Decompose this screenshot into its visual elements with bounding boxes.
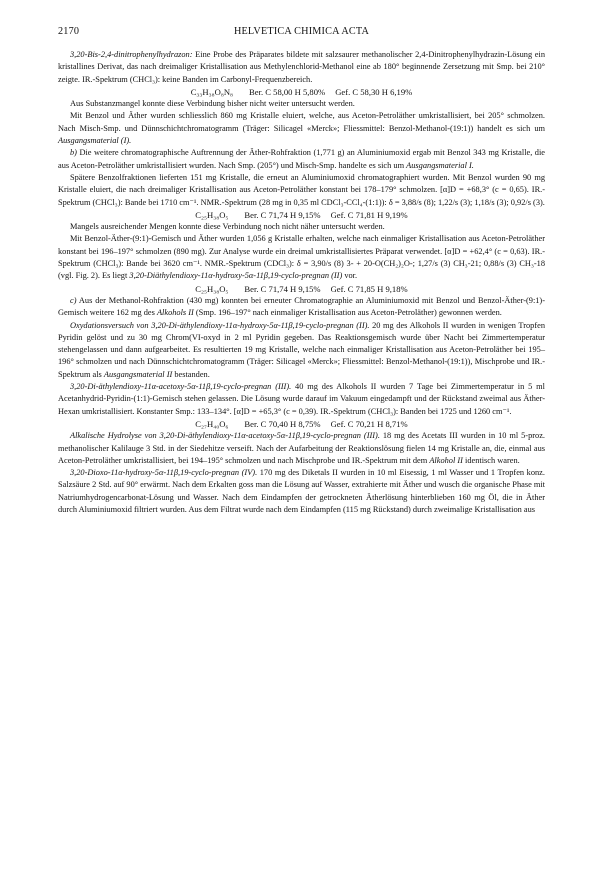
text: bestanden. xyxy=(172,369,210,379)
italic-text: Alkalische Hydrolyse von 3,20-Di-äthylendioxy-11α-acetoxy-5α-11β,19-cyclo-pregnan (III). xyxy=(70,431,380,441)
formula: C₃₃H₃₈O₈N₈ xyxy=(190,86,234,97)
formula: C₂₅H₃₈O₅ xyxy=(195,209,229,220)
italic-text: Alkohol II xyxy=(429,455,463,465)
paragraph xyxy=(58,233,545,282)
calculated-values: Ber. C 71,74 H 9,15% xyxy=(244,209,321,220)
text: Eine Probe des Präparates bildete mit salzsaurer methanolischer 2,4-Dinitrophenylhydrazin-Lösung ein kristallines Derivat, das nach dreimaliger Kristallisation aus Methylenchlorid-Methanol eine ab 180° beginnende Zersetzung mit Smp. bei 210° zeigte. IR.-Spektrum (CHCl₃): keine Banden im Carbonyl-Frequenzbereich. xyxy=(58,50,545,84)
text: Mit Benzol-Äther-(9:1)-Gemisch und Äther wurden 1,056 g Kristalle erhalten, welche nach einmaliger Kristallisation aus Aceton-Petroläther konstant bei 196–197° schmolzen (890 mg). Zur Analyse wurde ein dreimal umkristallisiertes Präparat verwendet. [α]D = +62,4° (c = 0,63). IR.-Spektrum (CHCl₃): Bande bei 3620 cm⁻¹. NMR.-Spektrum (CDCl₃): δ = 3,90/s (8) 3- + 20-O(CH₂)₂O-; 1,27/s (3) CH₃-21; 0,88/s (3) CH₃-18 (vgl. Fig. 2). Es liegt xyxy=(58,234,545,281)
italic-text: 3,20-Diäthylendioxy-11α-hydroxy-5α-11β,19-cyclo-pregnan (II) xyxy=(129,271,343,281)
text: 20 mg des Alkohols II wurden in wenigen Tropfen Pyridin gelöst und zu 30 mg Chrom(VI-oxyd in 2 ml Pyridin gegeben. Das Reaktionsgemisch wurde über Nacht bei Zimmertemperatur stehengelassen und dann aufgearbeitet. Es resultierten 19 mg Kristalle, welche nach einmaliger Kristallisation aus Aceton-Petroläther bei 195–196° schmolzen und nach Dünnschichtchromatogramm (Träger: Silicagel «Merck»; Fliessmittel: Benzol-Methanol-(19:1)), Mischprobe und IR.-Spektrum als xyxy=(58,320,545,379)
text: Die weitere chromatographische Auftrennung der Äther-Rohfraktion (1,771 g) an Aluminiumoxid ergab mit Benzol 343 mg Kristalle, die aus Aceton-Petroläther umkristallisiert wurden. Nach Smp. (205°) und Misch-Smp. handelte es sich um xyxy=(58,148,545,170)
text: identisch waren. xyxy=(462,455,520,465)
italic-text: Alkohols II xyxy=(156,308,194,318)
paragraph xyxy=(58,430,545,467)
paragraph xyxy=(58,295,545,320)
paragraph xyxy=(58,49,545,86)
formula: C₂₇H₄₀O₆ xyxy=(195,418,229,429)
text: Aus Substanzmangel konnte diese Verbindung bisher nicht weiter untersucht werden. xyxy=(70,99,355,109)
analysis-formula-line xyxy=(58,283,545,295)
italic-text: b) xyxy=(70,148,77,158)
found-values: Gef. C 71,81 H 9,19% xyxy=(330,209,408,220)
paragraph xyxy=(58,381,545,418)
paragraph xyxy=(58,467,545,516)
journal-title: HELVETICA CHIMICA ACTA xyxy=(233,26,370,37)
analysis-formula-line xyxy=(58,86,545,98)
paragraph xyxy=(58,172,545,209)
text: Aus der Methanol-Rohfraktion (430 mg) konnten bei erneuter Chromatographie an Aluminiumoxid mit Benzol und Benzol-Äther-(9:1)-Gemisch weitere 162 mg des xyxy=(58,295,545,318)
italic-text: 3,20-Dioxo-11α-hydroxy-5α-11β,19-cyclo-pregnan (IV). xyxy=(70,468,258,478)
document-page xyxy=(58,26,545,516)
italic-text: Ausgangsmaterial I. xyxy=(406,160,474,170)
text: 170 mg des Diketals II wurden in 10 ml Eisessig, 1 ml Wasser und 1 Tropfen konz. Salzsäure 2 Std. auf 90° erwärmt. Nach dem Erkalten goss man die Lösung auf Wasser, extrahierte mit Äther und wusch die organische Phase mit Natriumhydrogencarbonat-Lösung und Wasser. Nach dem Eindampfen der getrockneten Ätherlösung hinterblieben 160 mg Öl, die in Äther durch Aluminiumoxid filtriert wurden. Aus dem Filtrat wurde nach dem Eindampfen (115 mg Rückstand) durch zweimalige Kristallisation aus xyxy=(58,468,545,514)
text: Mit Benzol und Äther wurden schliesslich 860 mg Kristalle eluiert, welche, aus Aceton-Petroläther umkristallisiert, bei 205° schmolzen. Nach Misch-Smp. und Dünnschichtchromatogramm (Träger: Silicagel «Merck»; Fliessmittel: Benzol-Methanol-(19:1)) handelt es sich um xyxy=(58,111,545,133)
formula: C₂₅H₃₈O₅ xyxy=(195,283,229,294)
page-header xyxy=(58,26,545,40)
text: Mangels ausreichender Mengen konnte diese Verbindung noch nicht näher untersucht werden. xyxy=(70,222,385,232)
text: 18 mg des Acetats III wurden in 10 ml 5-proz. methanolischer Kalilauge 3 Std. in der Siedehitze verseift. Nach der Aufarbeitung der Reaktionslösung fielen 14 mg Kristalle an, die, einmal aus Aceton-Petroläther umkristallisiert, bei 194–195° schmolzen und nach Mischprobe und IR.-Spektrum mit dem xyxy=(58,431,545,465)
italic-text: Ausgangsmaterial II xyxy=(103,369,173,379)
italic-text: c) xyxy=(70,295,77,305)
paragraph xyxy=(58,147,545,172)
italic-text: 3,20-Bis-2,4-dinitrophenylhydrazon: xyxy=(70,50,193,59)
paragraph xyxy=(58,110,545,147)
found-values: Gef. C 70,21 H 8,71% xyxy=(330,418,408,429)
analysis-formula-line xyxy=(58,418,545,430)
found-values: Gef. C 58,30 H 6,19% xyxy=(335,86,413,97)
text: vor. xyxy=(342,271,358,281)
text: (Smp. 196–197° nach einmaliger Kristallisation aus Aceton-Petroläther) gewonnen werden. xyxy=(193,308,502,318)
paragraph xyxy=(58,221,545,233)
calculated-values: Ber. C 58,00 H 5,80% xyxy=(249,86,326,97)
italic-text: Ausgangsmaterial (I). xyxy=(58,136,132,146)
article-body xyxy=(58,49,545,516)
italic-text: Oxydationsversuch von 3,20-Di-äthylendioxy-11α-hydroxy-5α-11β,19-cyclo-pregnan (II). xyxy=(70,320,370,330)
paragraph xyxy=(58,98,545,110)
text: Spätere Benzolfraktionen lieferten 151 mg Kristalle, die erneut an Aluminiumoxid chromatographiert wurden. Mit Benzol wurden 90 mg Kristalle eluiert, die nach dreimaliger Kristallisation aus Aceton-Petroläther konstant bei 178–179° schmolzen. [α]D = +68,3° (c = 0,65). IR.-Spektrum (CHCl₃): Bande bei 1710 cm⁻¹. NMR.-Spektrum (28 mg in 0,35 ml CDCl₃-CCl₄-(1:1)): δ = 3,88/s (8); 1,22/s (3); 1,18/s (3); 0,92/s (3). xyxy=(58,172,545,207)
analysis-formula-line xyxy=(58,209,545,221)
found-values: Gef. C 71,85 H 9,18% xyxy=(330,283,408,294)
paragraph xyxy=(58,320,545,381)
italic-text: 3,20-Di-äthylendioxy-11α-acetoxy-5α-11β,19-cyclo-pregnan (III). xyxy=(70,382,292,392)
page-number: 2170 xyxy=(58,26,80,37)
calculated-values: Ber. C 70,40 H 8,75% xyxy=(244,418,321,429)
text: 40 mg des Alkohols II wurden 7 Tage bei Zimmertemperatur in 5 ml Acetanhydrid-Pyridin-(1:1)-Gemisch stehen gelassen. Die Lösung wurde darauf im Vakuum eingedampft und der Rückstand zweimal aus Äther-Hexan umkristallisiert. Konstanter Smp.: 133–134°. [α]D = +65,3° (c = 0,39). IR.-Spektrum (CHCl₃): Banden bei 1725 und 1260 cm⁻¹. xyxy=(58,382,545,416)
calculated-values: Ber. C 71,74 H 9,15% xyxy=(244,283,321,294)
